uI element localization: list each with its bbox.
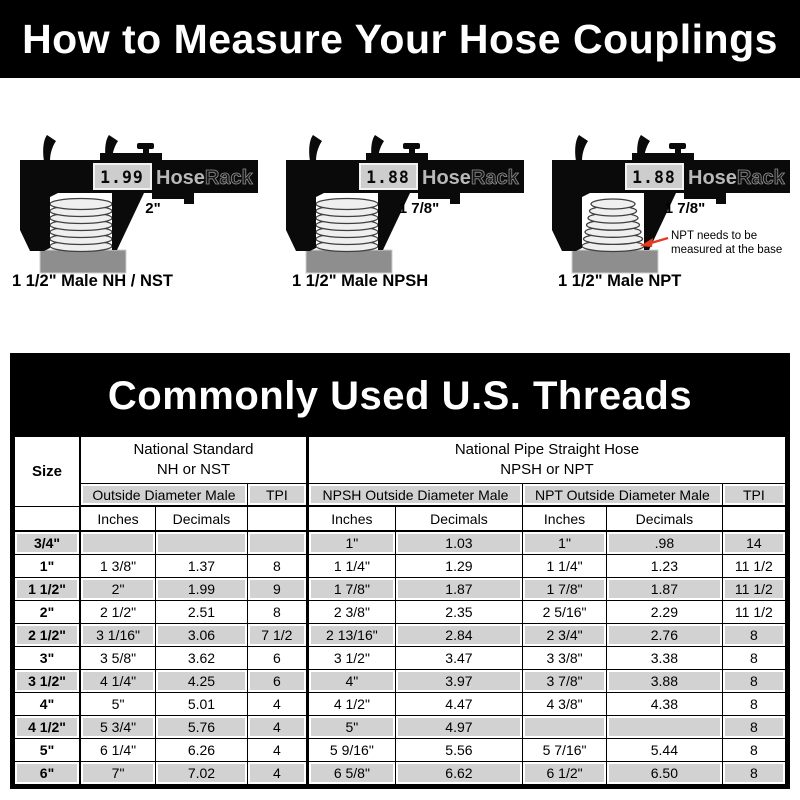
data-cell: 3 5/8" — [80, 647, 156, 670]
data-cell: 3.62 — [156, 647, 248, 670]
caliper-illustration — [266, 90, 532, 295]
brand-logo — [688, 167, 786, 189]
brand-dark: Rack — [470, 167, 519, 189]
beam-step-tab — [184, 199, 194, 204]
coupling-threads-tapered — [582, 199, 644, 252]
unit-header-row — [15, 506, 786, 531]
data-cell: 2 3/4" — [523, 624, 607, 647]
nst-tpi-header: TPI — [247, 484, 307, 507]
data-cell: .98 — [607, 531, 723, 555]
data-cell: 3 1/2" — [307, 647, 395, 670]
data-cell: 6.26 — [156, 739, 248, 762]
data-cell: 11 1/2 — [722, 555, 785, 578]
data-cell: 7.02 — [156, 762, 248, 785]
data-cell: 4 3/8" — [523, 693, 607, 716]
data-cell: 3 3/8" — [523, 647, 607, 670]
lcd-display — [360, 164, 417, 189]
brand-light: Hose — [688, 167, 737, 189]
npt-annotation — [640, 230, 782, 256]
data-cell: 1 1/4" — [307, 555, 395, 578]
data-cell: 6.50 — [607, 762, 723, 785]
data-cell: 11 1/2 — [722, 601, 785, 624]
data-cell: 8 — [722, 762, 785, 785]
data-cell: 1.99 — [156, 578, 248, 601]
caliper-diagram-npt — [532, 90, 798, 295]
data-cell: 5 9/16" — [307, 739, 395, 762]
npsh-od-header: NPSH Outside Diameter Male — [307, 484, 522, 507]
caliper-caption: 1 1/2" Male NH / NST — [12, 272, 173, 290]
caliper-illustration — [0, 90, 266, 295]
sub-header-row — [15, 484, 786, 507]
data-cell: 8 — [247, 555, 307, 578]
data-cell: 3.06 — [156, 624, 248, 647]
threads-table — [14, 436, 786, 785]
table-row — [15, 693, 786, 716]
lcd-reading: 1.88 — [632, 168, 676, 187]
threads-table-section — [10, 353, 790, 789]
table-row — [15, 670, 786, 693]
caliper-diagram-npsh — [266, 90, 532, 295]
data-cell: 3.88 — [607, 670, 723, 693]
measurement-label: 2" — [145, 200, 161, 217]
upper-prong-fixed — [575, 135, 588, 161]
data-cell: 5 7/16" — [523, 739, 607, 762]
data-cell: 5" — [307, 716, 395, 739]
data-cell: 6 — [247, 647, 307, 670]
data-cell: 1.29 — [395, 555, 522, 578]
data-cell: 2 5/16" — [523, 601, 607, 624]
coupling-threads — [316, 199, 378, 252]
data-cell: 11 1/2 — [722, 578, 785, 601]
data-cell: 5 3/4" — [80, 716, 156, 739]
data-cell: 3 1/16" — [80, 624, 156, 647]
lcd-reading: 1.99 — [100, 168, 144, 187]
coupling-base — [306, 250, 392, 273]
table-title: Commonly Used U.S. Threads — [14, 357, 786, 436]
npsh-decimals-header: Decimals — [395, 506, 522, 531]
beam-step-tab — [450, 199, 460, 204]
data-cell: 4.25 — [156, 670, 248, 693]
blank-header — [15, 506, 81, 531]
size-cell: 4" — [15, 693, 81, 716]
data-cell: 2 3/8" — [307, 601, 395, 624]
size-column-header: Size — [15, 437, 81, 507]
data-cell: 4 — [247, 762, 307, 785]
data-cell — [80, 531, 156, 555]
data-cell: 2.51 — [156, 601, 248, 624]
table-row — [15, 578, 786, 601]
data-cell: 4 — [247, 739, 307, 762]
data-cell: 8 — [722, 670, 785, 693]
data-cell: 1 7/8" — [523, 578, 607, 601]
data-cell: 5.56 — [395, 739, 522, 762]
beam-step — [418, 193, 460, 199]
table-row — [15, 716, 786, 739]
caliper-caption: 1 1/2" Male NPT — [558, 272, 682, 290]
data-cell: 1 1/4" — [523, 555, 607, 578]
coupling-threads — [50, 199, 112, 252]
table-row — [15, 531, 786, 555]
nst-decimals-header: Decimals — [156, 506, 248, 531]
data-cell: 3.97 — [395, 670, 522, 693]
size-cell: 5" — [15, 739, 81, 762]
data-cell: 4 — [247, 693, 307, 716]
data-cell: 6 1/2" — [523, 762, 607, 785]
measurement-label: 1 7/8" — [664, 200, 706, 217]
lcd-display — [626, 164, 683, 189]
data-cell: 4.47 — [395, 693, 522, 716]
data-cell: 8 — [722, 647, 785, 670]
data-cell: 5.44 — [607, 739, 723, 762]
data-cell: 2.84 — [395, 624, 522, 647]
brand-light: Hose — [422, 167, 471, 189]
data-cell — [607, 716, 723, 739]
data-cell: 2 1/2" — [80, 601, 156, 624]
data-cell — [156, 531, 248, 555]
group-header-row — [15, 437, 786, 484]
data-cell: 2.76 — [607, 624, 723, 647]
lcd-display — [94, 164, 151, 189]
data-cell: 6 — [247, 670, 307, 693]
npt-od-header: NPT Outside Diameter Male — [523, 484, 723, 507]
page-title: How to Measure Your Hose Couplings — [22, 15, 778, 62]
data-cell: 1.37 — [156, 555, 248, 578]
size-cell: 3" — [15, 647, 81, 670]
caliper-diagrams — [0, 90, 800, 295]
brand-dark: Rack — [204, 167, 253, 189]
threads-table-body — [15, 531, 786, 785]
data-cell: 6 1/4" — [80, 739, 156, 762]
npt-note-line2: measured at the base — [671, 244, 783, 256]
data-cell: 1.87 — [607, 578, 723, 601]
npt-decimals-header: Decimals — [607, 506, 723, 531]
brand-logo — [422, 167, 520, 189]
threads-table-header — [15, 437, 786, 532]
data-cell: 1.03 — [395, 531, 522, 555]
data-cell: 4 1/2" — [307, 693, 395, 716]
size-cell: 4 1/2" — [15, 716, 81, 739]
size-cell: 3/4" — [15, 531, 81, 555]
table-row — [15, 762, 786, 785]
table-row — [15, 555, 786, 578]
npt-note-line1: NPT needs to be — [671, 230, 758, 242]
data-cell: 5.01 — [156, 693, 248, 716]
data-cell: 3.47 — [395, 647, 522, 670]
size-cell: 6" — [15, 762, 81, 785]
table-row — [15, 739, 786, 762]
blank-header — [247, 506, 307, 531]
brand-light: Hose — [156, 167, 205, 189]
npsh-group-line2: NPSH or NPT — [500, 461, 594, 478]
data-cell: 8 — [247, 601, 307, 624]
size-cell: 1" — [15, 555, 81, 578]
data-cell — [247, 531, 307, 555]
data-cell: 1 7/8" — [307, 578, 395, 601]
data-cell: 9 — [247, 578, 307, 601]
data-cell: 8 — [722, 716, 785, 739]
data-cell: 2" — [80, 578, 156, 601]
npt-inches-header: Inches — [523, 506, 607, 531]
size-cell: 2 1/2" — [15, 624, 81, 647]
npsh-group-header — [307, 437, 785, 484]
npsh-npt-tpi-header: TPI — [722, 484, 785, 507]
caliper-diagram-nh-nst — [0, 90, 266, 295]
size-cell: 3 1/2" — [15, 670, 81, 693]
coupling-base — [572, 250, 658, 273]
measurement-label: 1 7/8" — [398, 200, 440, 217]
data-cell: 14 — [722, 531, 785, 555]
blank-header — [722, 506, 785, 531]
data-cell: 6 5/8" — [307, 762, 395, 785]
caliper-illustration — [532, 90, 798, 295]
nst-group-header — [80, 437, 307, 484]
data-cell — [523, 716, 607, 739]
table-row — [15, 624, 786, 647]
page-title-banner — [0, 0, 800, 78]
npsh-inches-header: Inches — [307, 506, 395, 531]
data-cell: 7" — [80, 762, 156, 785]
nst-group-line1: National Standard — [133, 441, 254, 459]
data-cell: 4 — [247, 716, 307, 739]
brand-logo — [156, 167, 254, 189]
data-cell: 5.76 — [156, 716, 248, 739]
nst-od-header: Outside Diameter Male — [80, 484, 247, 507]
npsh-group-line1: National Pipe Straight Hose — [454, 441, 640, 459]
data-cell: 4.97 — [395, 716, 522, 739]
data-cell: 4" — [307, 670, 395, 693]
data-cell: 2.29 — [607, 601, 723, 624]
data-cell: 8 — [722, 624, 785, 647]
data-cell: 1" — [307, 531, 395, 555]
data-cell: 7 1/2 — [247, 624, 307, 647]
data-cell: 3.38 — [607, 647, 723, 670]
data-cell: 4.38 — [607, 693, 723, 716]
data-cell: 3 7/8" — [523, 670, 607, 693]
beam-step — [152, 193, 194, 199]
data-cell: 4 1/4" — [80, 670, 156, 693]
beam-step-tab — [716, 199, 726, 204]
data-cell: 1 3/8" — [80, 555, 156, 578]
size-cell: 1 1/2" — [15, 578, 81, 601]
data-cell: 8 — [722, 693, 785, 716]
sliding-jaw — [112, 193, 144, 250]
coupling-base — [40, 250, 126, 273]
upper-prong-fixed — [309, 135, 322, 161]
caliper-caption: 1 1/2" Male NPSH — [292, 272, 429, 290]
data-cell: 1.87 — [395, 578, 522, 601]
beam-step — [684, 193, 726, 199]
data-cell: 2.35 — [395, 601, 522, 624]
data-cell: 1.23 — [607, 555, 723, 578]
data-cell: 2 13/16" — [307, 624, 395, 647]
data-cell: 1" — [523, 531, 607, 555]
table-row — [15, 647, 786, 670]
brand-dark: Rack — [736, 167, 785, 189]
data-cell: 8 — [722, 739, 785, 762]
lcd-reading: 1.88 — [366, 168, 410, 187]
nst-inches-header: Inches — [80, 506, 156, 531]
data-cell: 6.62 — [395, 762, 522, 785]
size-cell: 2" — [15, 601, 81, 624]
upper-prong-fixed — [43, 135, 56, 161]
nst-group-line2: NH or NST — [156, 461, 231, 478]
table-row — [15, 601, 786, 624]
data-cell: 5" — [80, 693, 156, 716]
